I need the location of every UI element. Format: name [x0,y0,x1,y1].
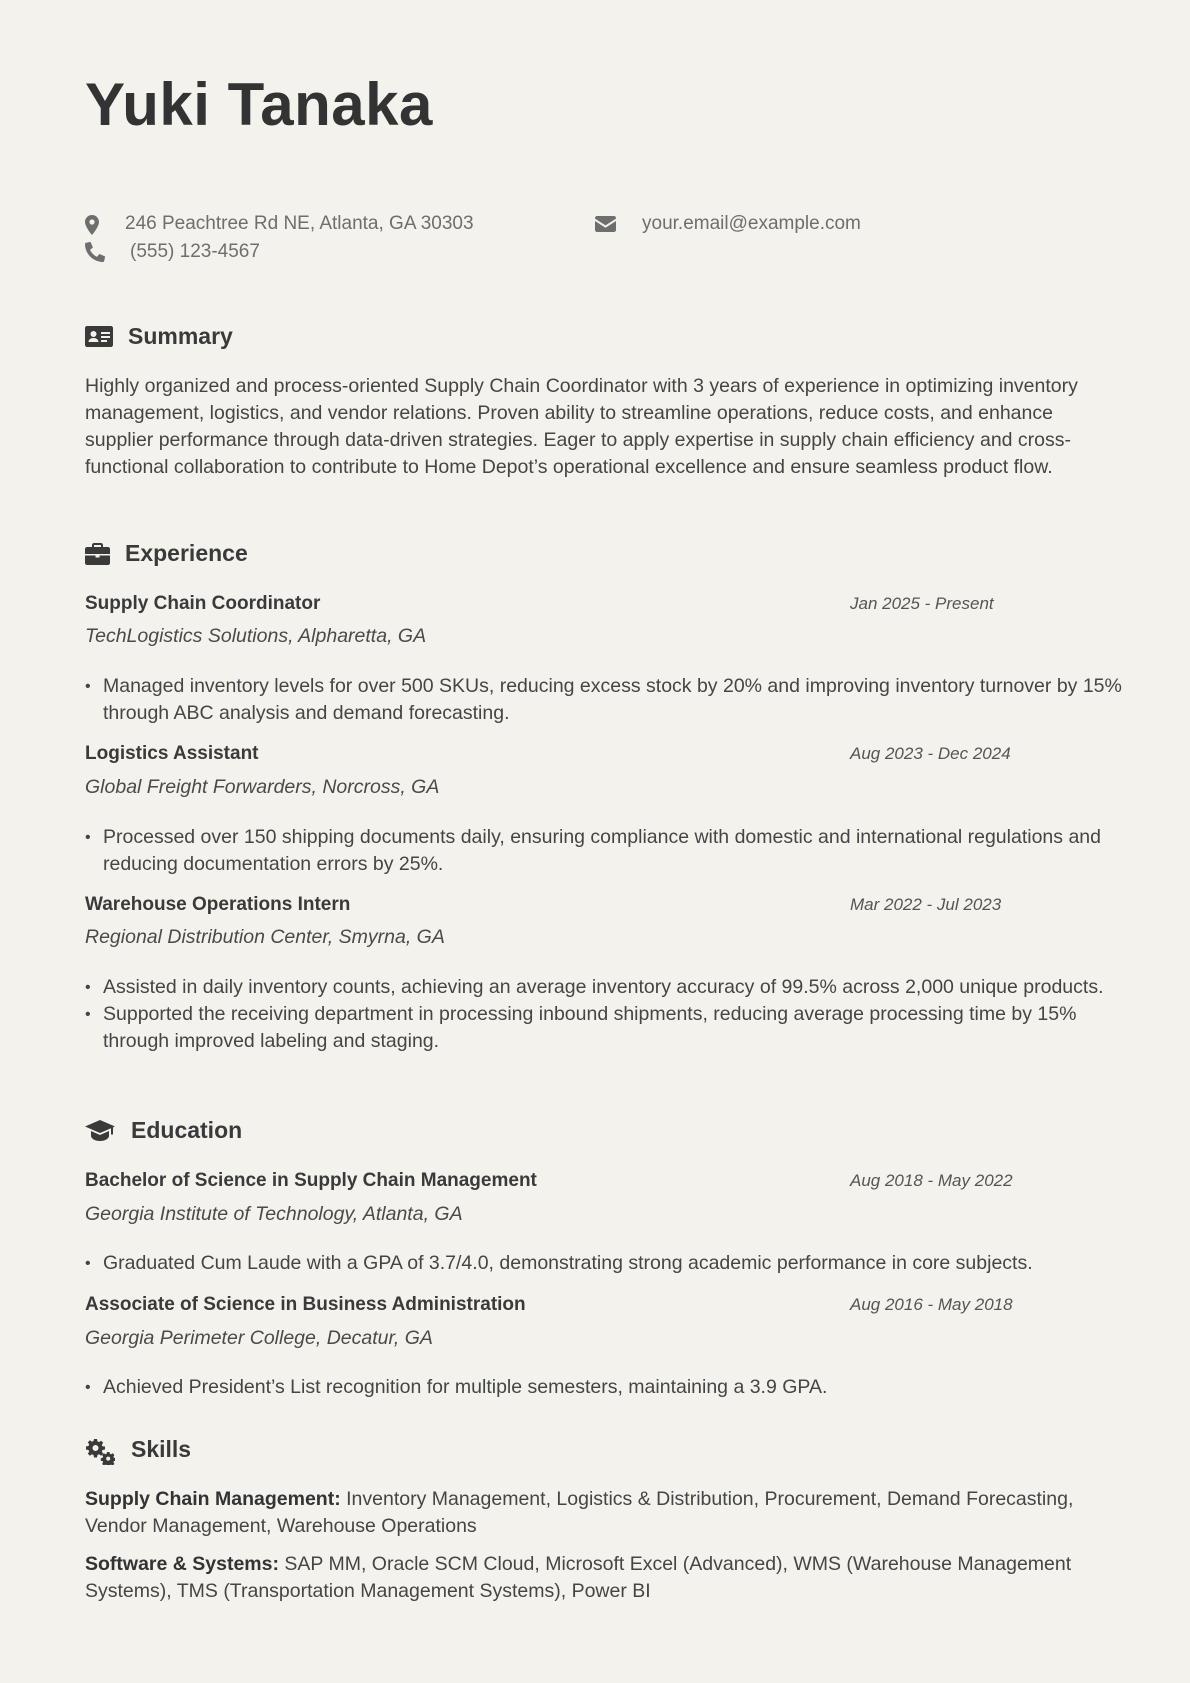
education-dates: Aug 2016 - May 2018 [850,1295,1013,1314]
experience-bullets [85,673,1123,727]
graduation-cap-icon [85,1120,115,1142]
section-title-education [85,1117,385,1147]
education-degree: Associate of Science in Business Administration [85,1294,526,1315]
contact-address [85,213,565,239]
experience-bullets [85,824,1123,878]
section-title-skills-text: Skills [131,1436,192,1462]
education-org: Georgia Institute of Technology, Atlanta, GA [85,1203,463,1225]
section-title-experience [85,540,385,570]
experience-org: TechLogistics Solutions, Alpharetta, GA [85,625,427,647]
experience-bullets [85,974,1123,1055]
education-bullets [85,1250,1123,1277]
list-item: • Graduated Cum Laude with a GPA of 3.7/4.0, demonstrating strong academic performance in core subjects. [103,1250,1123,1277]
experience-dates: Aug 2023 - Dec 2024 [850,744,1011,763]
list-item: • Processed over 150 shipping documents daily, ensuring compliance with domestic and international regulations and reducing documentation errors by 25%. [103,824,1123,878]
experience-dates: Jan 2025 - Present [850,594,994,613]
email-text[interactable]: your.email@example.com [642,213,861,234]
education-bullets [85,1374,1123,1401]
section-title-education-text: Education [131,1117,243,1143]
skill-group [85,1486,1105,1540]
summary-text: Highly organized and process-oriented Supply Chain Coordinator with 3 years of experience in optimizing inventory management, logistics, and vendor relations. Proven ability to streamline operations, reduce costs, and enhance supplier performance through data-driven strategies. Eager to apply expertise in supply chain efficiency and cross-functional collaboration to contribute to Home Depot’s operational excellence and ensure seamless product flow. [85,375,1078,478]
map-marker-icon [85,215,99,235]
skill-group [85,1551,1105,1605]
section-title-skills [85,1436,385,1466]
skill-value: Inventory Management, Logistics & Distribution, Procurement, Demand Forecasting, Vendor Management, Warehouse Operations [85,1488,1074,1537]
candidate-name: Yuki Tanaka [85,71,433,138]
experience-dates: Mar 2022 - Jul 2023 [850,895,1002,914]
list-item: • Supported the receiving department in processing inbound shipments, reducing average processing time by 15% through improved labeling and staging. [103,1001,1123,1055]
education-degree: Bachelor of Science in Supply Chain Management [85,1170,537,1191]
phone-icon [85,242,105,262]
list-item: • Assisted in daily inventory counts, achieving an average inventory accuracy of 99.5% across 2,000 unique products. [103,974,1123,1001]
education-dates: Aug 2018 - May 2022 [850,1171,1013,1190]
envelope-icon [595,216,616,232]
skill-label: Software & Systems: [85,1553,279,1575]
address-text: 246 Peachtree Rd NE, Atlanta, GA 30303 [125,213,474,234]
section-title-experience-text: Experience [125,540,248,566]
experience-role: Supply Chain Coordinator [85,593,321,614]
section-title-summary-text: Summary [128,323,233,349]
phone-text[interactable]: (555) 123-4567 [130,241,260,262]
experience-role: Logistics Assistant [85,743,259,764]
skill-value: SAP MM, Oracle SCM Cloud, Microsoft Excel (Advanced), WMS (Warehouse Management Systems), TMS (Transportation Management Systems), Power BI [85,1553,1072,1602]
id-card-icon [85,326,113,347]
experience-org: Global Freight Forwarders, Norcross, GA [85,776,440,798]
section-title-summary [85,323,385,353]
contact-phone[interactable] [85,241,385,267]
experience-role: Warehouse Operations Intern [85,894,351,915]
list-item: • Managed inventory levels for over 500 SKUs, reducing excess stock by 20% and improving inventory turnover by 15% through ABC analysis and demand forecasting. [103,673,1123,727]
skill-label: Supply Chain Management: [85,1488,341,1510]
education-org: Georgia Perimeter College, Decatur, GA [85,1327,433,1349]
briefcase-icon [85,543,110,565]
cogs-icon [85,1439,115,1465]
experience-org: Regional Distribution Center, Smyrna, GA [85,926,445,948]
contact-email[interactable] [595,213,935,239]
list-item: • Achieved President’s List recognition for multiple semesters, maintaining a 3.9 GPA. [103,1374,1123,1401]
